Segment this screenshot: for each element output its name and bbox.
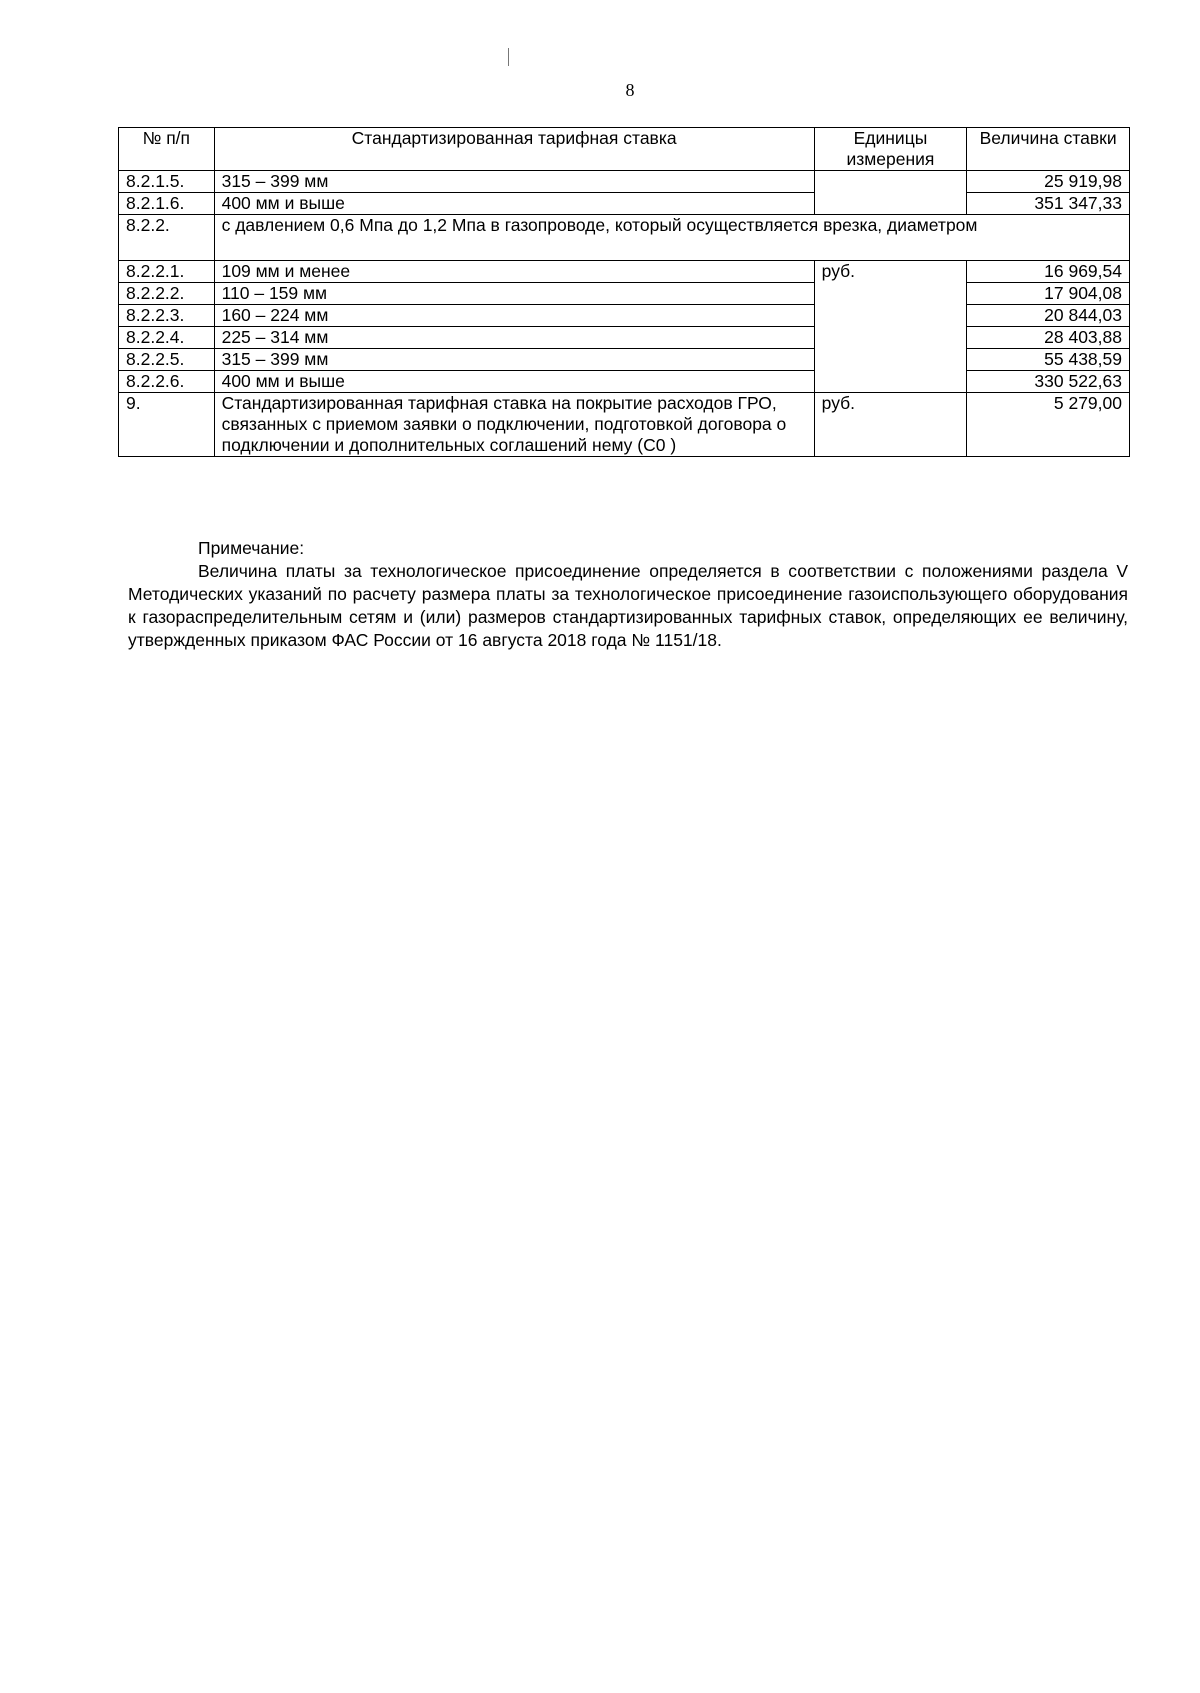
note-body: Величина платы за технологическое присоединение определяется в соответствии с положениями раздела V Методических указаний по расчету размера платы за технологическое присоединение газоиспользующего оборудования к газораспределительным сетям и (или) размеров стандартизированных тарифных ставок, определяющих ее величину, утвержденных приказом ФАС России от 16 августа 2018 года № 1151/18. — [128, 561, 1128, 650]
page-number: 8 — [625, 80, 635, 100]
header-value: Величина ставки — [967, 128, 1130, 171]
scan-mark — [508, 48, 509, 66]
row-unit: руб. — [814, 393, 967, 457]
row-value: 55 438,59 — [967, 349, 1130, 371]
header-num: № п/п — [119, 128, 215, 171]
row-num: 8.2.2.1. — [119, 261, 215, 283]
row-name: 400 мм и выше — [214, 371, 814, 393]
tariff-table — [118, 127, 1130, 457]
table-row — [119, 393, 1130, 457]
row-num: 8.2.2.5. — [119, 349, 215, 371]
row-name: 315 – 399 мм — [214, 171, 814, 193]
row-name: 225 – 314 мм — [214, 327, 814, 349]
row-num: 8.2.2.2. — [119, 283, 215, 305]
row-num: 9. — [119, 393, 215, 457]
row-name: 400 мм и выше — [214, 193, 814, 215]
row-value: 28 403,88 — [967, 327, 1130, 349]
row-value: 330 522,63 — [967, 371, 1130, 393]
row-value: 351 347,33 — [967, 193, 1130, 215]
row-value: 20 844,03 — [967, 305, 1130, 327]
table-row — [119, 171, 1130, 193]
header-unit: Единицы измерения — [814, 128, 967, 171]
table-row — [119, 193, 1130, 215]
row-name: Стандартизированная тарифная ставка на покрытие расходов ГРО, связанных с приемом заявки о подключении, подготовкой договора о подключении и дополнительных соглашений нему (С0 ) — [214, 393, 814, 457]
row-value: 25 919,98 — [967, 171, 1130, 193]
table-row — [119, 349, 1130, 371]
row-value: 17 904,08 — [967, 283, 1130, 305]
row-name: 315 – 399 мм — [214, 349, 814, 371]
row-num: 8.2.2.6. — [119, 371, 215, 393]
group-name: с давлением 0,6 Мпа до 1,2 Мпа в газопроводе, который осуществляется врезка, диаметром — [214, 215, 1129, 261]
note-title: Примечание: — [198, 538, 305, 558]
header-name: Стандартизированная тарифная ставка — [214, 128, 814, 171]
row-name: 109 мм и менее — [214, 261, 814, 283]
note-section — [128, 537, 1128, 652]
group-num: 8.2.2. — [119, 215, 215, 261]
table-row — [119, 305, 1130, 327]
table-row — [119, 283, 1130, 305]
row-num: 8.2.1.5. — [119, 171, 215, 193]
row-num: 8.2.2.3. — [119, 305, 215, 327]
row-name: 160 – 224 мм — [214, 305, 814, 327]
row-value: 16 969,54 — [967, 261, 1130, 283]
row-num: 8.2.2.4. — [119, 327, 215, 349]
table-group-row — [119, 215, 1130, 261]
row-value: 5 279,00 — [967, 393, 1130, 457]
table-row — [119, 327, 1130, 349]
table-header-row — [119, 128, 1130, 171]
table-row — [119, 371, 1130, 393]
row-unit-empty — [814, 171, 967, 215]
table-row — [119, 261, 1130, 283]
row-unit: руб. — [814, 261, 967, 393]
row-name: 110 – 159 мм — [214, 283, 814, 305]
row-num: 8.2.1.6. — [119, 193, 215, 215]
